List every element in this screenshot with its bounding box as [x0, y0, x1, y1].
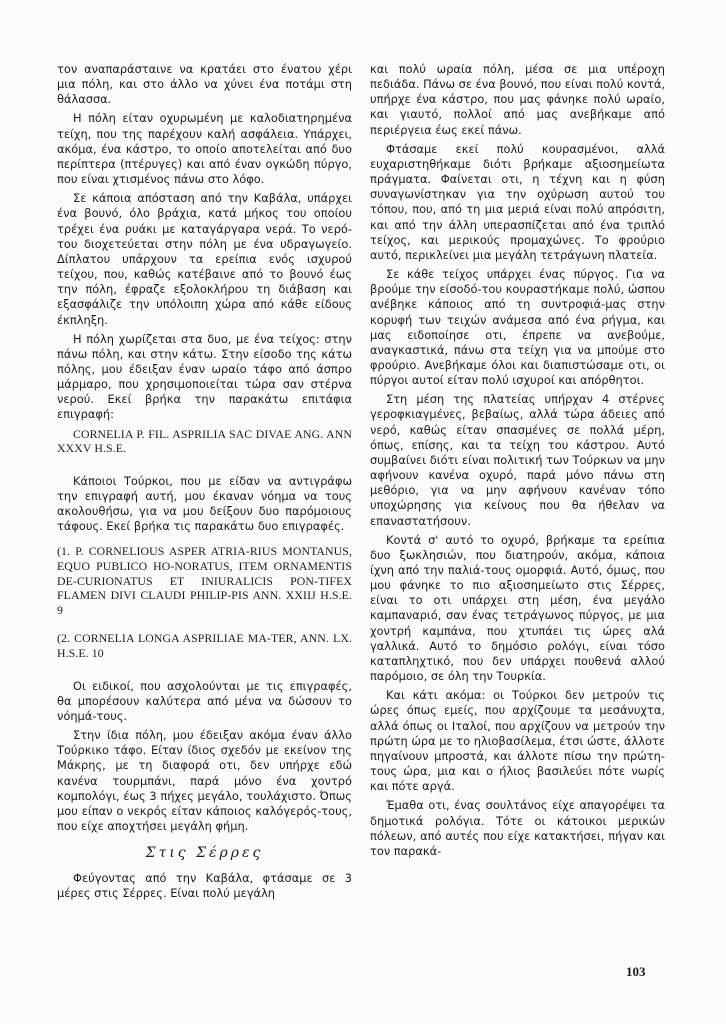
paragraph: και πολύ ωραία πόλη, μέσα σε μια υπέροχη πεδιάδα. Πάνω σε ένα βουνό, που είναι πολύ κοντά, υπήρχε ένα κάστρο, που μας φάνηκε πολύ ωραίο, και γιαυτό, πολλοί από μας ανεβήκαμε από περιέργεια έως εκεί πάνω. — [370, 62, 665, 137]
paragraph: Κάποιοι Τούρκοι, που με είδαν να αντιγράφω την επιγραφή αυτή, μου έκαναν νόημα να τους ακολουθήσω, για να μου δείξουν δυο παρόμοιους τάφους. Εκεί βρήκα τις παρακάτω δυο επιγραφές. — [57, 473, 352, 534]
page-number: 103 — [626, 964, 646, 979]
paragraph: Έμαθα οτι, ένας σουλτάνος είχε απαγορέψει τα δημοτικά ρολόγια. Τότε οι κάτοικοι μερικών πόλεων, από αυτές που είχε κατακτήσει, πήγαν και τον παρακά- — [370, 798, 665, 858]
paragraph: Η πόλη χωρίζεται στα δυο, με ένα τείχος: στην πάνω πόλη, και στην κάτω. Στην είσοδο της κάτω πόλης, μου έδειξαν έναν ωραίο τάφο από άσπρο μάρμαρο, που χρησιμοποιείται τώρα σαν στέρνα νερού. Εκεί βρήκα την παρακάτω επιτάφια επιγραφή: — [57, 331, 352, 422]
latin-inscription — [57, 544, 352, 617]
paragraph: Κοντά σ' αυτό το οχυρό, βρήκαμε τα ερείπια δυο ξωκλησιών, που διατηρούν, ακόμα, κάποια ίχνη από την παλιά-τους ομορφιά. Αυτό, όμως, που μου φάνηκε το πιο αξιοσημείωτο στις Σέρρες, είναι το οτι υπάρχει στη μέση, ένα μεγάλο καμπαναριό, σαν ένας τετράγωνος πύργος, με μια χοντρή καμπάνα, που χτυπάει τις ώρες αλά γαλλικά. Αυτό το δημόσιο ρολόγι, είναι τόσο καταπληχτικό, που δεν υπάρχει πουθενά αλλού παρόμοιο, σε όλη την Τουρκία. — [370, 532, 665, 684]
paragraph: Σε κάποια απόσταση από την Καβάλα, υπάρχει ένα βουνό, όλο βράχια, κατά μήκος του οποίου τρέχει ένα ρυάκι με καταγάργαρα νερά. Το νερό-του διοχετεύεται στην πόλη με ένα υδραγωγείο. Δίπλατου υπάρχουν τα ερείπια ενός ισχυρού τείχου, που, καθώς κατέβαινε από το βουνό έως την πόλη, έφραζε εξολοκλήρου τη διάβαση και εξασφάλιζε την υπόλοιπη χώρα από κάθε είδους έκπληξη. — [57, 191, 352, 327]
paragraph: Στην ίδια πόλη, μου έδειξαν ακόμα έναν άλλο Τούρκικο τάφο. Είταν ίδιος σχεδόν με εκείνον της Μάκρης, με τη διαφορά οτι, δεν υπήρχε εδώ κανένα τουρμπάνι, παρά μόνο ένα χοντρό κομπολόγι, έως 3 πήχες μεγάλο, τουλάχιστο. Όπως μου είπαν ο νεκρός είταν κάποιος καλόγερός-τους, που είχε αποχτήσει μεγάλη φήμη. — [57, 728, 352, 833]
inscription-text: (1. P. CORNELIOUS ASPER ATRIA-RIUS MONTANUS, EQUO PUBLICO HO-NORATUS, ITEM ORNAMENTIS DE-CURIONATUS ET INIURALICIS PON-TIFEX FLAMEN DIVI CLAUDI PHILIP-PIS ANN. XXIIJ H.S.E. 9 — [57, 544, 352, 617]
section-heading: Στις Σέρρες — [145, 845, 264, 862]
inscription-text: (2. CORNELIA LONGA ASPRILIAE MA-TER, ANN. LX. H.S.E. 10 — [57, 631, 352, 660]
paragraph: τον αναπαράσταινε να κρατάει στο ένατου χέρι μια πόλη, και στο άλλο να χύνει ένα ποτάμι στη θάλασσα. — [57, 62, 352, 107]
paragraph: Στη μέση της πλατείας υπήρχαν 4 στέρνες γεροφκιαγμένες, βεβαίως, αλλά τώρα άδειες από νερό, καθώς είταν σπασμένες σε πολλά μέρη, όπως, επίσης, και τα τείχη του κάστρου. Αυτό συμβαίνει διότι είναι πολιτική των Τούρκων να μην αφήνουν κανένα οχυρό, παρά μόνο πάνω στη μεθόριο, για να μην αφήνουν κανέναν τόπο υποχώρησης για κείνους που θα ήθελαν να επαναστατήσουν. — [370, 392, 665, 528]
left-column — [57, 62, 352, 902]
latin-inscription — [57, 427, 352, 456]
paragraph: Σε κάθε τείχος υπάρχει ένας πύργος. Για να βρούμε την είσοδό-του κουραστήκαμε πολύ, ώσπου ανέβηκε κάποιος από τη συντροφιά-μας στην κορυφή των τειχών ανάμεσα από ένα ρήγμα, και μας ειδοποίησε οτι, έπρεπε να ανεβούμε, αναγκαστικά, πάνω στα τείχη για να μπούμε στο φρούριο. Ανεβήκαμε όλοι και διαπιστώσαμε οτι, οι πύργοι αυτοί είταν πολύ ισχυροί και απόρθητοι. — [370, 267, 665, 388]
latin-inscription — [57, 631, 352, 660]
right-column — [370, 62, 665, 859]
inscription-text: CORNELIA P. FIL. ASPRILIA SAC DIVAE ANG. ANN XXXV H.S.E. — [57, 426, 352, 456]
paragraph: Φτάσαμε εκεί πολύ κουρασμένοι, αλλά ευχαριστηθήκαμε διότι βρήκαμε αξιοσημείωτα πράγματα. Φαίνεται οτι, η τέχνη και η φύση συναγωνίστηκαν για την οχύρωση αυτού του τόπου, που, από τη μια μεριά είναι πολύ απρόσιτη, και από την άλλη υπερασπίζεται από ένα τριπλό τείχος, και μερικούς προμαχώνες. Το φρούριο αυτό, περικλείνει μια μεγάλη τετράγωνη πλατεία. — [370, 141, 665, 262]
paragraph: Και κάτι ακόμα: οι Τούρκοι δεν μετρούν τις ώρες όπως εμείς, που αρχίζουμε τα μεσάνυχτα, αλλά όπως οι Ιταλοί, που αρχίζουν να μετρούν την πρώτη ώρα με το ηλιοβασίλεμα, έτσι ώστε, άλλοτε πηγαίνουν μπροστά, και άλλοτε πίσω την πρώτη-τους ώρα, μια και ο ήλιος βασιλεύει πότε νωρίς και πότε αργά. — [370, 688, 665, 794]
paragraph: Οι ειδικοί, που ασχολούνται με τις επιγραφές, θα μπορέσουν καλύτερα από μένα να δώσουν το νόημά-τους. — [57, 678, 352, 723]
paragraph: Φεύγοντας από την Καβάλα, φτάσαμε σε 3 μέρες στις Σέρρες. Είναι πολύ μεγάλη — [57, 871, 352, 901]
paragraph: Η πόλη είταν οχυρωμένη με καλοδιατηρημένα τείχη, που της παρέχουν καλή ασφάλεια. Υπάρχει, ακόμα, ένα κάστρο, το οποίο αποτελείται από δυο περίπτερα (πτέρυγες) και από έναν ογκώδη πύργο, που είναι χτισμένος πάνω στο λόφο. — [57, 111, 352, 187]
